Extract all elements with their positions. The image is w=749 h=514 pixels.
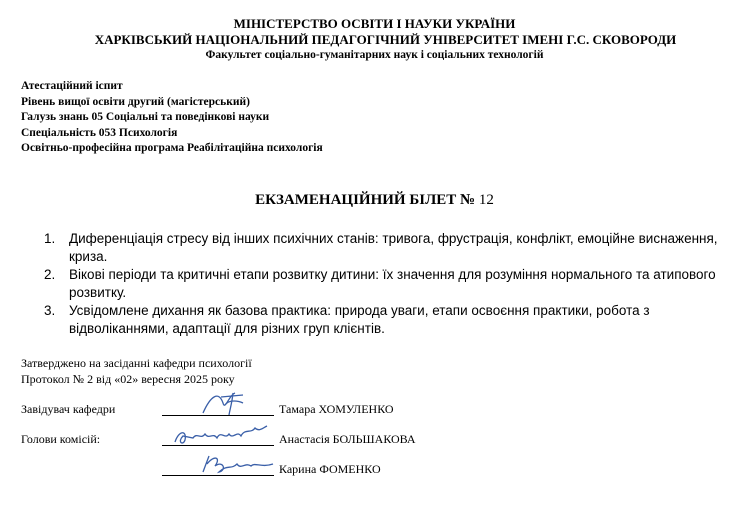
handwritten-signature bbox=[171, 422, 271, 450]
handwritten-signature bbox=[199, 389, 249, 419]
university-title: ХАРКІВСЬКИЙ НАЦІОНАЛЬНИЙ ПЕДАГОГІЧНИЙ УНІВЕРСИТЕТ ІМЕНІ Г.С. СКОВОРОДИ bbox=[94, 32, 677, 47]
exam-meta bbox=[21, 79, 323, 157]
question-text: Диференціація стресу від інших психічних станів: тривога, фрустрація, конфлікт, емоційне виснаження, криза. bbox=[69, 231, 718, 264]
question-number: 2. bbox=[44, 267, 56, 282]
list-item bbox=[44, 302, 734, 338]
list-item bbox=[44, 230, 734, 266]
faculty-title: Факультет соціально-гуманітарних наук і соціальних технологій bbox=[205, 49, 544, 61]
question-list bbox=[44, 230, 734, 338]
protocol-line: Протокол № 2 від «02» вересня 2025 року bbox=[21, 372, 235, 386]
list-item bbox=[44, 266, 734, 302]
educational-program: Освітньо-професійна програма Реабілітаційна психологія bbox=[21, 142, 323, 154]
question-number: 1. bbox=[44, 231, 56, 246]
education-level: Рівень вищої освіти другий (магістерський) bbox=[21, 95, 250, 108]
field-of-knowledge: Галузь знань 05 Соціальні та поведінкові науки bbox=[21, 111, 270, 123]
ticket-title bbox=[0, 192, 749, 209]
approval-note bbox=[21, 355, 252, 387]
signature-name: Тамара ХОМУЛЕНКО bbox=[279, 402, 394, 416]
signature-name: Карина ФОМЕНКО bbox=[279, 462, 381, 476]
question-text: Усвідомлене дихання як базова практика: природа уваги, етапи освоєння практики, робота з відволіканнями, адаптації для різних груп клієнтів. bbox=[69, 303, 650, 336]
handwritten-signature bbox=[197, 450, 277, 478]
ticket-title-text: ЕКЗАМЕНАЦІЙНИЙ БІЛЕТ № bbox=[255, 192, 476, 208]
approval-line: Затверджено на засіданні кафедри психології bbox=[21, 356, 252, 370]
signature-name: Анастасія БОЛЬШАКОВА bbox=[279, 432, 416, 446]
exam-type: Атестаційний іспит bbox=[21, 80, 123, 92]
question-text: Вікові періоди та критичні етапи розвитку дитини: їх значення для розуміння нормального та атипового розвитку. bbox=[69, 267, 716, 300]
signature-label: Завідувач кафедри bbox=[21, 402, 116, 416]
specialty: Спеціальність 053 Психологія bbox=[21, 126, 178, 139]
signature-label: Голови комісій: bbox=[21, 432, 101, 446]
question-number: 3. bbox=[44, 303, 56, 318]
ministry-title: МІНІСТЕРСТВО ОСВІТИ І НАУКИ УКРАЇНИ bbox=[233, 16, 516, 31]
ticket-number: 12 bbox=[478, 192, 494, 208]
